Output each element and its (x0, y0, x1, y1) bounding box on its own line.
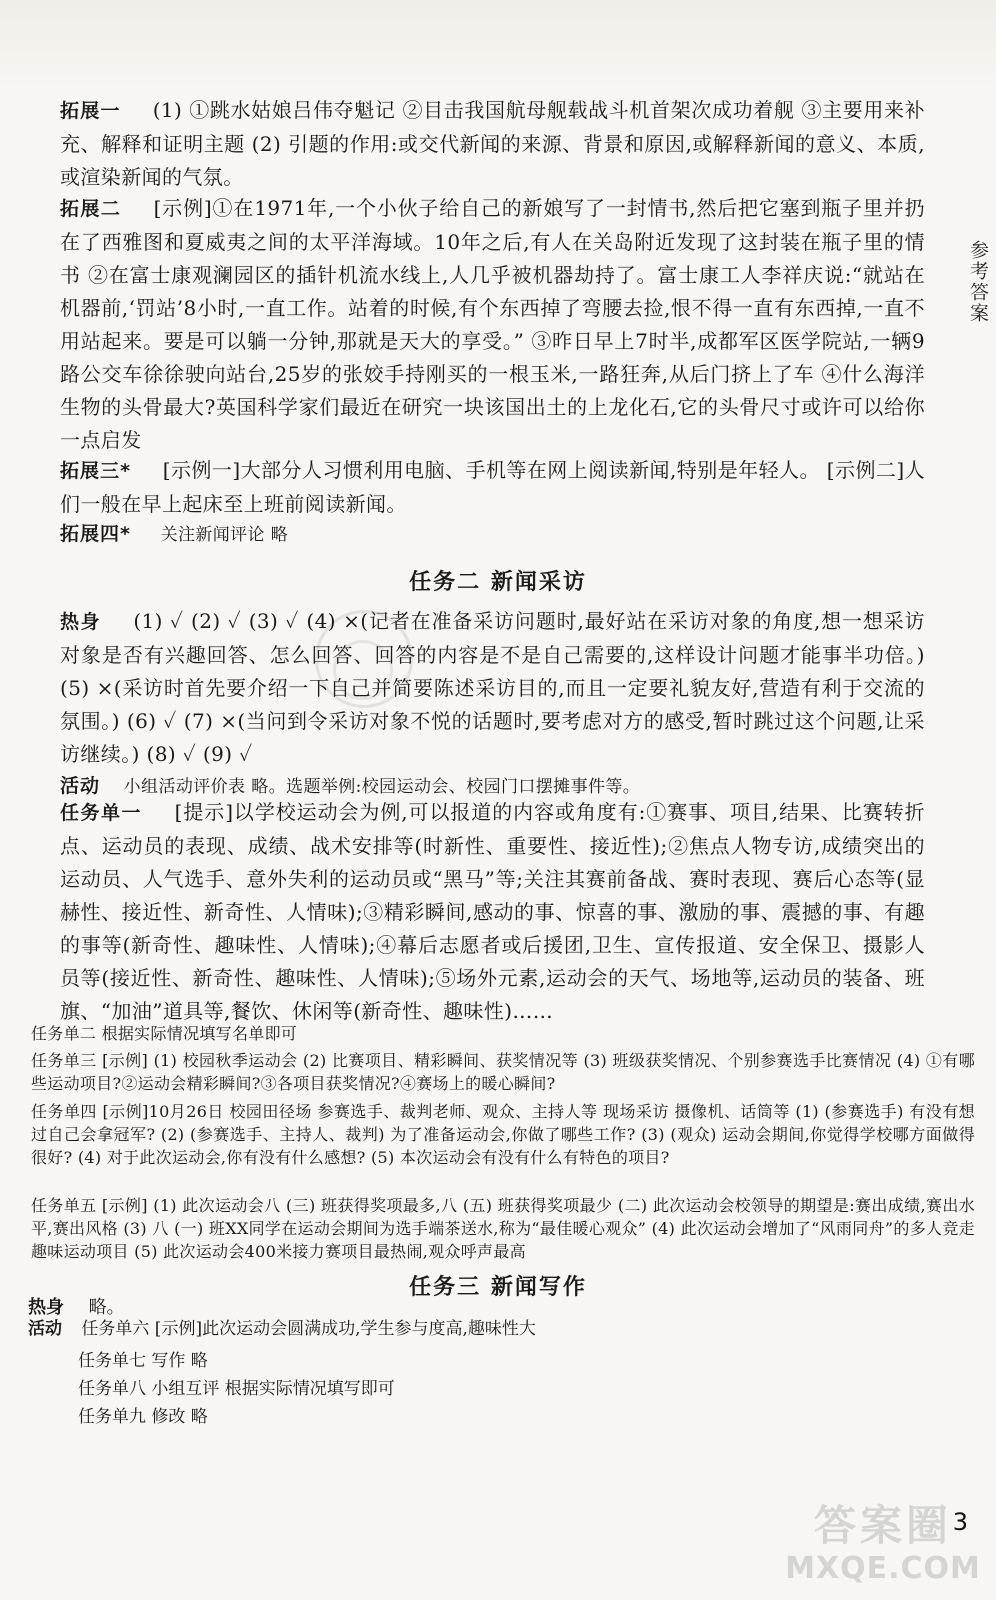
page-number: 3 (952, 1508, 968, 1536)
task-two-warmup-text: (1) ✓ (2) ✓ (3) ✓ (4) ×(记者在准备采访问题时,最好站在采访对象的角度,想一想采访对象是否有兴趣回答、怎么回答、回答的内容是不是自己需要的,这样设计问题才能事半功倍。) (5) ×(采访时首先要介绍一下自己并简要陈述采访目的,而且一定要礼貌友好,营造有利于交流的氛围。) (6) ✓ (7) ×(当问到令采访对象不悦的话题时,要考虑对方的感受,暂时跳过这个问题,让采访继续。) (8) ✓ (9) ✓ (60, 609, 925, 766)
expansion-four-paragraph (60, 518, 925, 551)
watermark-main: 答案圈 (813, 1501, 952, 1550)
task-two-activity-text: 小组活动评价表 略。选题举例:校园运动会、校园门口摆摊事件等。 (123, 777, 641, 797)
task-three-activity-label: 活动 (28, 1319, 62, 1339)
expansion-three-text: [示例一]大部分人习惯利用电脑、手机等在网上阅读新闻,特别是年轻人。 [示例二]人们一般在早上起床至上班前阅读新闻。 (60, 458, 926, 516)
expansion-one-text: (1) ①跳水姑娘吕伟夺魁记 ②目击我国航母舰载战斗机首架次成功着舰 ③主要用来补充、解释和证明主题 (2) 引题的作用:或交代新闻的来源、背景和原因,或解释新闻的意义、本质,或渲染新闻的气氛。 (60, 98, 925, 189)
task-two-title: 任务二 新闻采访 (409, 570, 587, 595)
page-top-shading (0, 0, 996, 92)
expansion-four-text: 关注新闻评论 略 (160, 525, 289, 545)
task-two-warmup-label: 热身 (60, 611, 101, 633)
expansion-one-label: 拓展一 (60, 100, 121, 122)
task-three-sheet-list (78, 1347, 528, 1431)
expansion-two-text: [示例]①在1971年,一个小伙子给自己的新娘写了一封情书,然后把它塞到瓶子里并扔在了西雅图和夏威夷之间的太平洋海域。10年之后,有人在关岛附近发现了这封装在瓶子里的情书 ②在富士康观澜园区的插针机流水线上,人几乎被机器劫持了。富士康工人李祥庆说:“就站在机器前,‘罚站’8小时,一直工作。站着的时候,有个东西掉了弯腰去捡,恨不得一直有东西掉,一直不用站起来。要是可以躺一分钟,那就是天大的享受。” ③昨日早上7时半,成都军区医学院站,一辆9路公交车徐徐驶向站台,25岁的张姣手持刚买的一根玉米,一路狂奔,从后门挤上了车 ④什么海洋生物的头骨最大?英国科学家们最近在研究一块该国出土的上龙化石,它的头骨尺寸或许可以给你一点启发 (60, 196, 925, 452)
task-sheet-four: 任务单四 [示例]10月26日 校园田径场 参赛选手、裁判老师、观众、主持人等 现场采访 摄像机、话筒等 (1) (参赛选手) 有没有想过自己会拿冠军? (2) (参赛选手、主持人、裁判) 为了准备运动会,你做了哪些工作? (3) (观众) 运动会期间,你觉得学校哪方面做得很好? (4) 对于此次运动会,你有没有什么感想? (5) 本次运动会有没有什么有特色的项目? (31, 1102, 975, 1167)
task-two-activity-label: 活动 (60, 775, 101, 797)
side-section-tab: 参考答案 (967, 240, 989, 324)
task-three-warmup-label: 热身 (28, 1297, 64, 1318)
expansion-three-label: 拓展三* (60, 460, 132, 482)
task-sheet-eight: 任务单八 小组互评 根据实际情况填写即可 (78, 1379, 395, 1399)
expansion-two-label: 拓展二 (60, 198, 122, 220)
watermark-url: MXQE.COM (785, 1551, 981, 1586)
expansion-two-paragraph (60, 192, 925, 452)
expansion-one-paragraph (60, 94, 925, 192)
task-sheet-two: 任务单二 根据实际情况填写名单即可 (31, 1024, 298, 1043)
task-two-warmup-paragraph (60, 605, 925, 770)
task-three-activity (28, 1316, 536, 1342)
task-three-warmup-text: 略。 (88, 1297, 125, 1318)
task-sheet-one-paragraph (60, 796, 925, 1026)
task-sheet-nine: 任务单九 修改 略 (78, 1407, 208, 1427)
task-sheet-three: 任务单三 [示例] (1) 校园秋季运动会 (2) 比赛项目、精彩瞬间、获奖情况等 (3) 班级获奖情况、个别参赛选手比赛情况 (4) ①有哪些运动项目?②运动会精彩瞬间?③各项目获奖情况?④赛场上的暖心瞬间? (31, 1051, 975, 1093)
task-three-title: 任务三 新闻写作 (409, 1275, 587, 1300)
task-sheet-five: 任务单五 [示例] (1) 此次运动会八 (三) 班获得奖项最多,八 (五) 班获得奖项最少 (二) 此次运动会校领导的期望是:赛出成绩,赛出水平,赛出风格 (3) 八 (一) 班XX同学在运动会期间为选手端茶送水,称为“最佳暖心观众” (4) 此次运动会增加了“风雨同舟”的多人竞走趣味运动项目 (5) 此次运动会400米接力赛项目最热闹,观众呼声最高 (31, 1196, 975, 1261)
task-sheet-seven: 任务单七 写作 略 (78, 1351, 208, 1371)
expansion-three-paragraph (60, 454, 925, 520)
task-sheet-one-text: [提示]以学校运动会为例,可以报道的内容或角度有:①赛事、项目,结果、比赛转折点、运动员的表现、成绩、战术安排等(时新性、重要性、接近性);②焦点人物专访,成绩突出的运动员、人气选手、意外失利的运动员或“黑马”等;关注其赛前备战、赛时表现、赛后心态等(显赫性、接近性、新奇性、人情味);③精彩瞬间,感动的事、惊喜的事、激励的事、震撼的事、有趣的事等(新奇性、趣味性、人情味);④幕后志愿者或后援团,卫生、宣传报道、安全保卫、摄影人员等(接近性、新奇性、趣味性、人情味);⑤场外元素,运动会的天气、场地等,运动员的装备、班旗、“加油”道具等,餐饮、休闲等(新奇性、趣味性)…… (60, 800, 925, 1023)
task-sheet-six: 任务单六 [示例]此次运动会圆满成功,学生参与度高,趣味性大 (81, 1319, 536, 1339)
task-sheet-one-label: 任务单一 (60, 802, 143, 824)
expansion-four-label: 拓展四* (60, 523, 131, 545)
